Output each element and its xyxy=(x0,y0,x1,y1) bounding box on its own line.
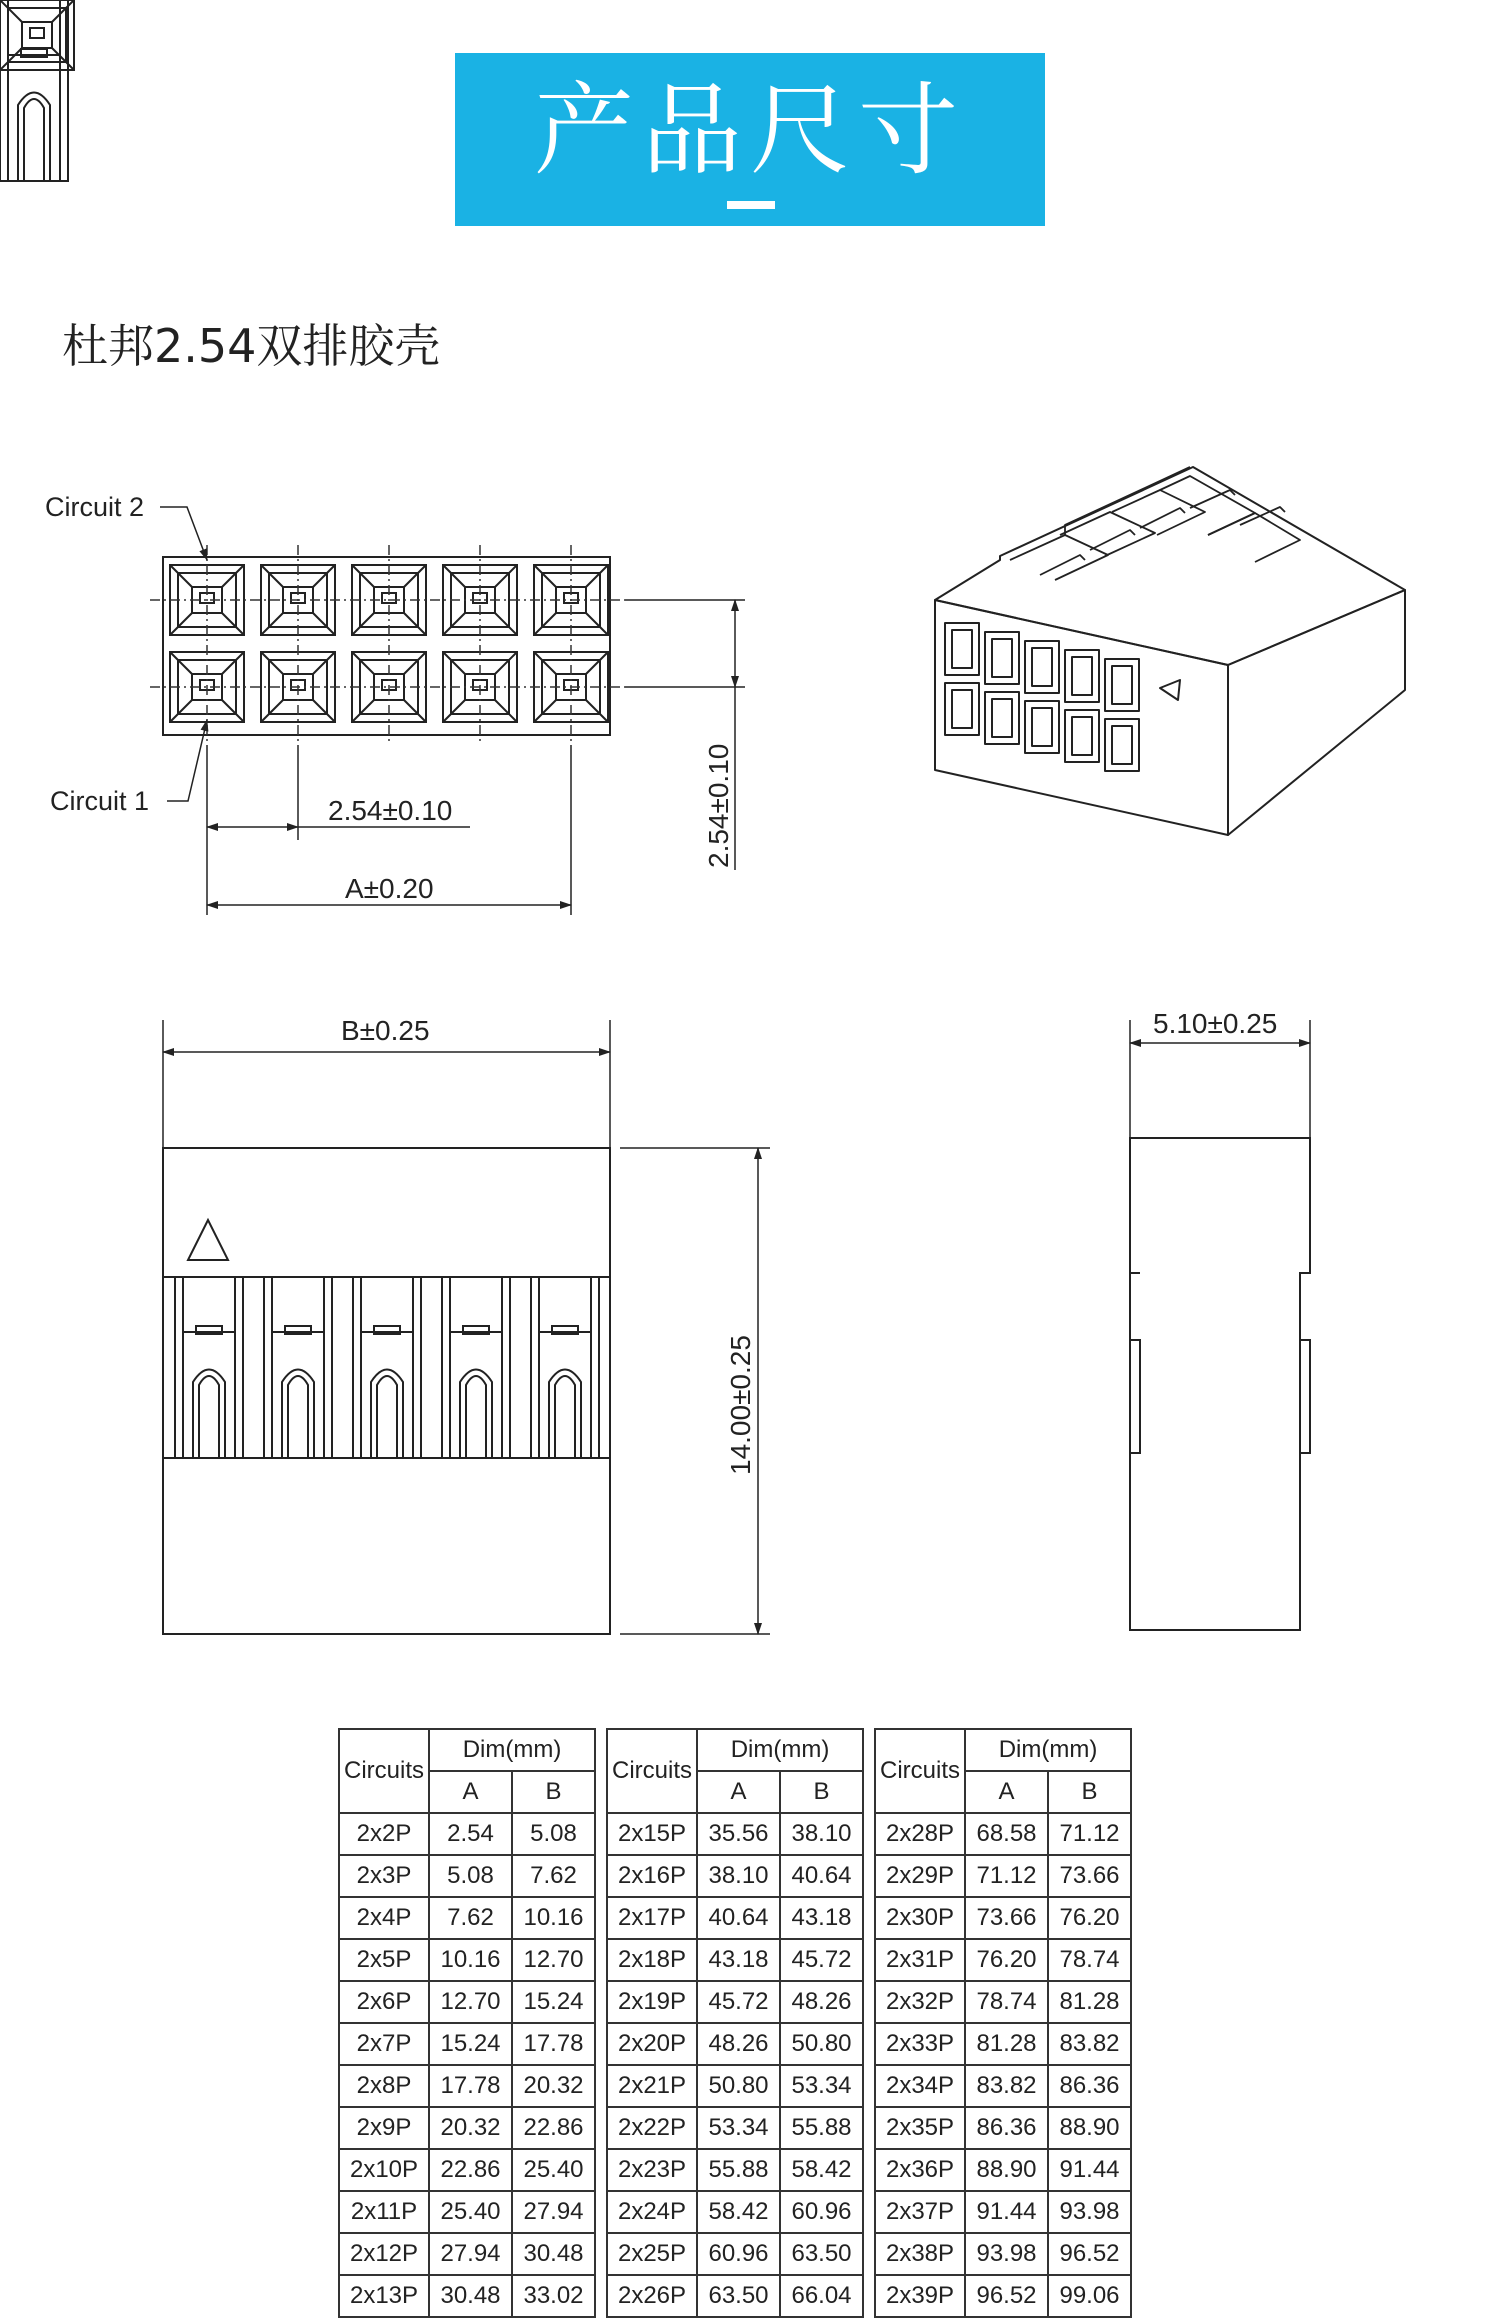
cell-b: 78.74 xyxy=(1048,1939,1131,1981)
table-row xyxy=(607,2149,863,2191)
cell-a: 81.28 xyxy=(965,2023,1048,2065)
cell-circuits: 2x33P xyxy=(875,2023,965,2065)
circuit2-label: Circuit 2 xyxy=(45,492,145,522)
side-view-outline xyxy=(163,1148,610,1634)
table-row xyxy=(607,2275,863,2317)
table-row xyxy=(875,2275,1131,2317)
cell-circuits: 2x26P xyxy=(607,2275,697,2317)
table-body xyxy=(607,1813,863,2317)
cell-circuits: 2x22P xyxy=(607,2107,697,2149)
col-b: B xyxy=(512,1771,595,1813)
cell-circuits: 2x3P xyxy=(339,1855,429,1897)
table-row xyxy=(875,2191,1131,2233)
table-row xyxy=(339,2023,595,2065)
col-b: B xyxy=(780,1771,863,1813)
table-row xyxy=(607,1813,863,1855)
table-row xyxy=(875,2023,1131,2065)
cell-b: 7.62 xyxy=(512,1855,595,1897)
cell-circuits: 2x9P xyxy=(339,2107,429,2149)
dimension-table-1 xyxy=(338,1728,596,2318)
table-row xyxy=(875,1855,1131,1897)
cell-b: 96.52 xyxy=(1048,2233,1131,2275)
cell-b: 81.28 xyxy=(1048,1981,1131,2023)
cell-b: 91.44 xyxy=(1048,2149,1131,2191)
cell-a: 43.18 xyxy=(697,1939,780,1981)
dimension-table-2 xyxy=(606,1728,864,2318)
pin1-triangle xyxy=(1160,680,1180,700)
cell-b: 38.10 xyxy=(780,1813,863,1855)
table-row xyxy=(875,1897,1131,1939)
cell-circuits: 2x18P xyxy=(607,1939,697,1981)
cell-a: 25.40 xyxy=(429,2191,512,2233)
dimension-table-3 xyxy=(874,1728,1132,2318)
cell-circuits: 2x13P xyxy=(339,2275,429,2317)
cell-a: 91.44 xyxy=(965,2191,1048,2233)
cell-a: 5.08 xyxy=(429,1855,512,1897)
cell-a: 93.98 xyxy=(965,2233,1048,2275)
cell-a: 12.70 xyxy=(429,1981,512,2023)
cell-a: 48.26 xyxy=(697,2023,780,2065)
cell-circuits: 2x8P xyxy=(339,2065,429,2107)
cell-circuits: 2x19P xyxy=(607,1981,697,2023)
cell-a: 15.24 xyxy=(429,2023,512,2065)
col-a: A xyxy=(965,1771,1048,1813)
table-row xyxy=(607,2065,863,2107)
table-row xyxy=(607,2191,863,2233)
cell-b: 15.24 xyxy=(512,1981,595,2023)
cell-circuits: 2x10P xyxy=(339,2149,429,2191)
cell-a: 88.90 xyxy=(965,2149,1048,2191)
cell-circuits: 2x31P xyxy=(875,1939,965,1981)
cell-a: 45.72 xyxy=(697,1981,780,2023)
cell-a: 78.74 xyxy=(965,1981,1048,2023)
cell-b: 99.06 xyxy=(1048,2275,1131,2317)
cell-a: 58.42 xyxy=(697,2191,780,2233)
cell-a: 96.52 xyxy=(965,2275,1048,2317)
col-a: A xyxy=(697,1771,780,1813)
circuit1-label: Circuit 1 xyxy=(50,786,150,816)
table-body xyxy=(875,1813,1131,2317)
table-row xyxy=(339,1939,595,1981)
cell-b: 55.88 xyxy=(780,2107,863,2149)
col-circuits: Circuits xyxy=(339,1729,429,1813)
table-row xyxy=(339,2191,595,2233)
cell-b: 45.72 xyxy=(780,1939,863,1981)
cell-a: 83.82 xyxy=(965,2065,1048,2107)
table-row xyxy=(339,2233,595,2275)
cell-a: 30.48 xyxy=(429,2275,512,2317)
cell-b: 63.50 xyxy=(780,2233,863,2275)
cell-b: 27.94 xyxy=(512,2191,595,2233)
cell-b: 73.66 xyxy=(1048,1855,1131,1897)
cell-circuits: 2x30P xyxy=(875,1897,965,1939)
side-view xyxy=(0,0,610,1634)
table-row xyxy=(607,2233,863,2275)
cell-b: 76.20 xyxy=(1048,1897,1131,1939)
cell-a: 10.16 xyxy=(429,1939,512,1981)
cell-b: 88.90 xyxy=(1048,2107,1131,2149)
col-b: B xyxy=(1048,1771,1131,1813)
table-row xyxy=(607,1897,863,1939)
table-row xyxy=(607,2023,863,2065)
height-label: 14.00±0.25 xyxy=(725,1335,756,1475)
cell-b: 25.40 xyxy=(512,2149,595,2191)
cell-b: 48.26 xyxy=(780,1981,863,2023)
col-circuits: Circuits xyxy=(607,1729,697,1813)
cell-circuits: 2x4P xyxy=(339,1897,429,1939)
cell-b: 50.80 xyxy=(780,2023,863,2065)
cell-circuits: 2x25P xyxy=(607,2233,697,2275)
cell-circuits: 2x2P xyxy=(339,1813,429,1855)
cell-a: 22.86 xyxy=(429,2149,512,2191)
cell-circuits: 2x11P xyxy=(339,2191,429,2233)
cell-a: 38.10 xyxy=(697,1855,780,1897)
col-dim: Dim(mm) xyxy=(429,1729,595,1771)
cell-b: 22.86 xyxy=(512,2107,595,2149)
cell-circuits: 2x6P xyxy=(339,1981,429,2023)
cell-circuits: 2x34P xyxy=(875,2065,965,2107)
table-row xyxy=(339,2065,595,2107)
width-label: 5.10±0.25 xyxy=(1153,1008,1278,1039)
cell-a: 50.80 xyxy=(697,2065,780,2107)
table-row xyxy=(607,1939,863,1981)
table-row xyxy=(875,1813,1131,1855)
table-row xyxy=(339,2149,595,2191)
col-dim: Dim(mm) xyxy=(697,1729,863,1771)
cell-a: 63.50 xyxy=(697,2275,780,2317)
pitch-label: 2.54±0.10 xyxy=(328,795,453,826)
cell-b: 93.98 xyxy=(1048,2191,1131,2233)
product-subtitle: 杜邦2.54双排胶壳 xyxy=(62,319,441,373)
table-row xyxy=(875,1939,1131,1981)
table-row xyxy=(339,1897,595,1939)
cell-circuits: 2x15P xyxy=(607,1813,697,1855)
cell-circuits: 2x7P xyxy=(339,2023,429,2065)
cell-b: 66.04 xyxy=(780,2275,863,2317)
cell-circuits: 2x38P xyxy=(875,2233,965,2275)
cell-a: 68.58 xyxy=(965,1813,1048,1855)
table-row xyxy=(339,2107,595,2149)
table-row xyxy=(875,2107,1131,2149)
cell-b: 17.78 xyxy=(512,2023,595,2065)
cell-b: 12.70 xyxy=(512,1939,595,1981)
cell-circuits: 2x24P xyxy=(607,2191,697,2233)
a-dimension-label: A±0.20 xyxy=(345,873,434,904)
pin1-marker xyxy=(188,1220,228,1260)
cell-b: 86.36 xyxy=(1048,2065,1131,2107)
cell-a: 55.88 xyxy=(697,2149,780,2191)
cell-a: 76.20 xyxy=(965,1939,1048,1981)
col-a: A xyxy=(429,1771,512,1813)
col-dim: Dim(mm) xyxy=(965,1729,1131,1771)
cell-b: 71.12 xyxy=(1048,1813,1131,1855)
cell-a: 40.64 xyxy=(697,1897,780,1939)
cell-circuits: 2x28P xyxy=(875,1813,965,1855)
cell-circuits: 2x20P xyxy=(607,2023,697,2065)
cell-circuits: 2x12P xyxy=(339,2233,429,2275)
cell-circuits: 2x23P xyxy=(607,2149,697,2191)
cell-b: 58.42 xyxy=(780,2149,863,2191)
isometric-view xyxy=(935,467,1405,835)
cell-circuits: 2x16P xyxy=(607,1855,697,1897)
row-pitch-label: 2.54±0.10 xyxy=(703,743,734,868)
cell-a: 20.32 xyxy=(429,2107,512,2149)
cell-a: 17.78 xyxy=(429,2065,512,2107)
cell-b: 60.96 xyxy=(780,2191,863,2233)
cell-circuits: 2x21P xyxy=(607,2065,697,2107)
table-row xyxy=(875,1981,1131,2023)
col-circuits: Circuits xyxy=(875,1729,965,1813)
front-view xyxy=(0,0,610,735)
cell-a: 53.34 xyxy=(697,2107,780,2149)
cell-a: 35.56 xyxy=(697,1813,780,1855)
table-row xyxy=(607,1855,863,1897)
cell-a: 2.54 xyxy=(429,1813,512,1855)
banner-title: 产品尺寸 xyxy=(534,72,966,189)
cell-circuits: 2x17P xyxy=(607,1897,697,1939)
cell-circuits: 2x37P xyxy=(875,2191,965,2233)
table-row xyxy=(875,2065,1131,2107)
table-row xyxy=(875,2149,1131,2191)
cell-circuits: 2x5P xyxy=(339,1939,429,1981)
cell-a: 73.66 xyxy=(965,1897,1048,1939)
cell-circuits: 2x35P xyxy=(875,2107,965,2149)
table-row xyxy=(607,2107,863,2149)
cell-a: 71.12 xyxy=(965,1855,1048,1897)
table-row xyxy=(339,2275,595,2317)
cell-circuits: 2x32P xyxy=(875,1981,965,2023)
cell-a: 60.96 xyxy=(697,2233,780,2275)
end-view xyxy=(1130,1138,1310,1630)
cell-b: 40.64 xyxy=(780,1855,863,1897)
table-body xyxy=(339,1813,595,2317)
cell-b: 33.02 xyxy=(512,2275,595,2317)
cell-b: 43.18 xyxy=(780,1897,863,1939)
cell-b: 53.34 xyxy=(780,2065,863,2107)
cell-circuits: 2x39P xyxy=(875,2275,965,2317)
cell-b: 20.32 xyxy=(512,2065,595,2107)
table-row xyxy=(607,1981,863,2023)
table-row xyxy=(339,1855,595,1897)
table-row xyxy=(339,1981,595,2023)
table-row xyxy=(339,1813,595,1855)
cell-circuits: 2x36P xyxy=(875,2149,965,2191)
cell-circuits: 2x29P xyxy=(875,1855,965,1897)
cell-b: 83.82 xyxy=(1048,2023,1131,2065)
cell-a: 27.94 xyxy=(429,2233,512,2275)
cell-b: 10.16 xyxy=(512,1897,595,1939)
b-dimension-label: B±0.25 xyxy=(341,1015,430,1046)
cell-b: 5.08 xyxy=(512,1813,595,1855)
cell-b: 30.48 xyxy=(512,2233,595,2275)
table-row xyxy=(875,2233,1131,2275)
cell-a: 7.62 xyxy=(429,1897,512,1939)
cell-a: 86.36 xyxy=(965,2107,1048,2149)
